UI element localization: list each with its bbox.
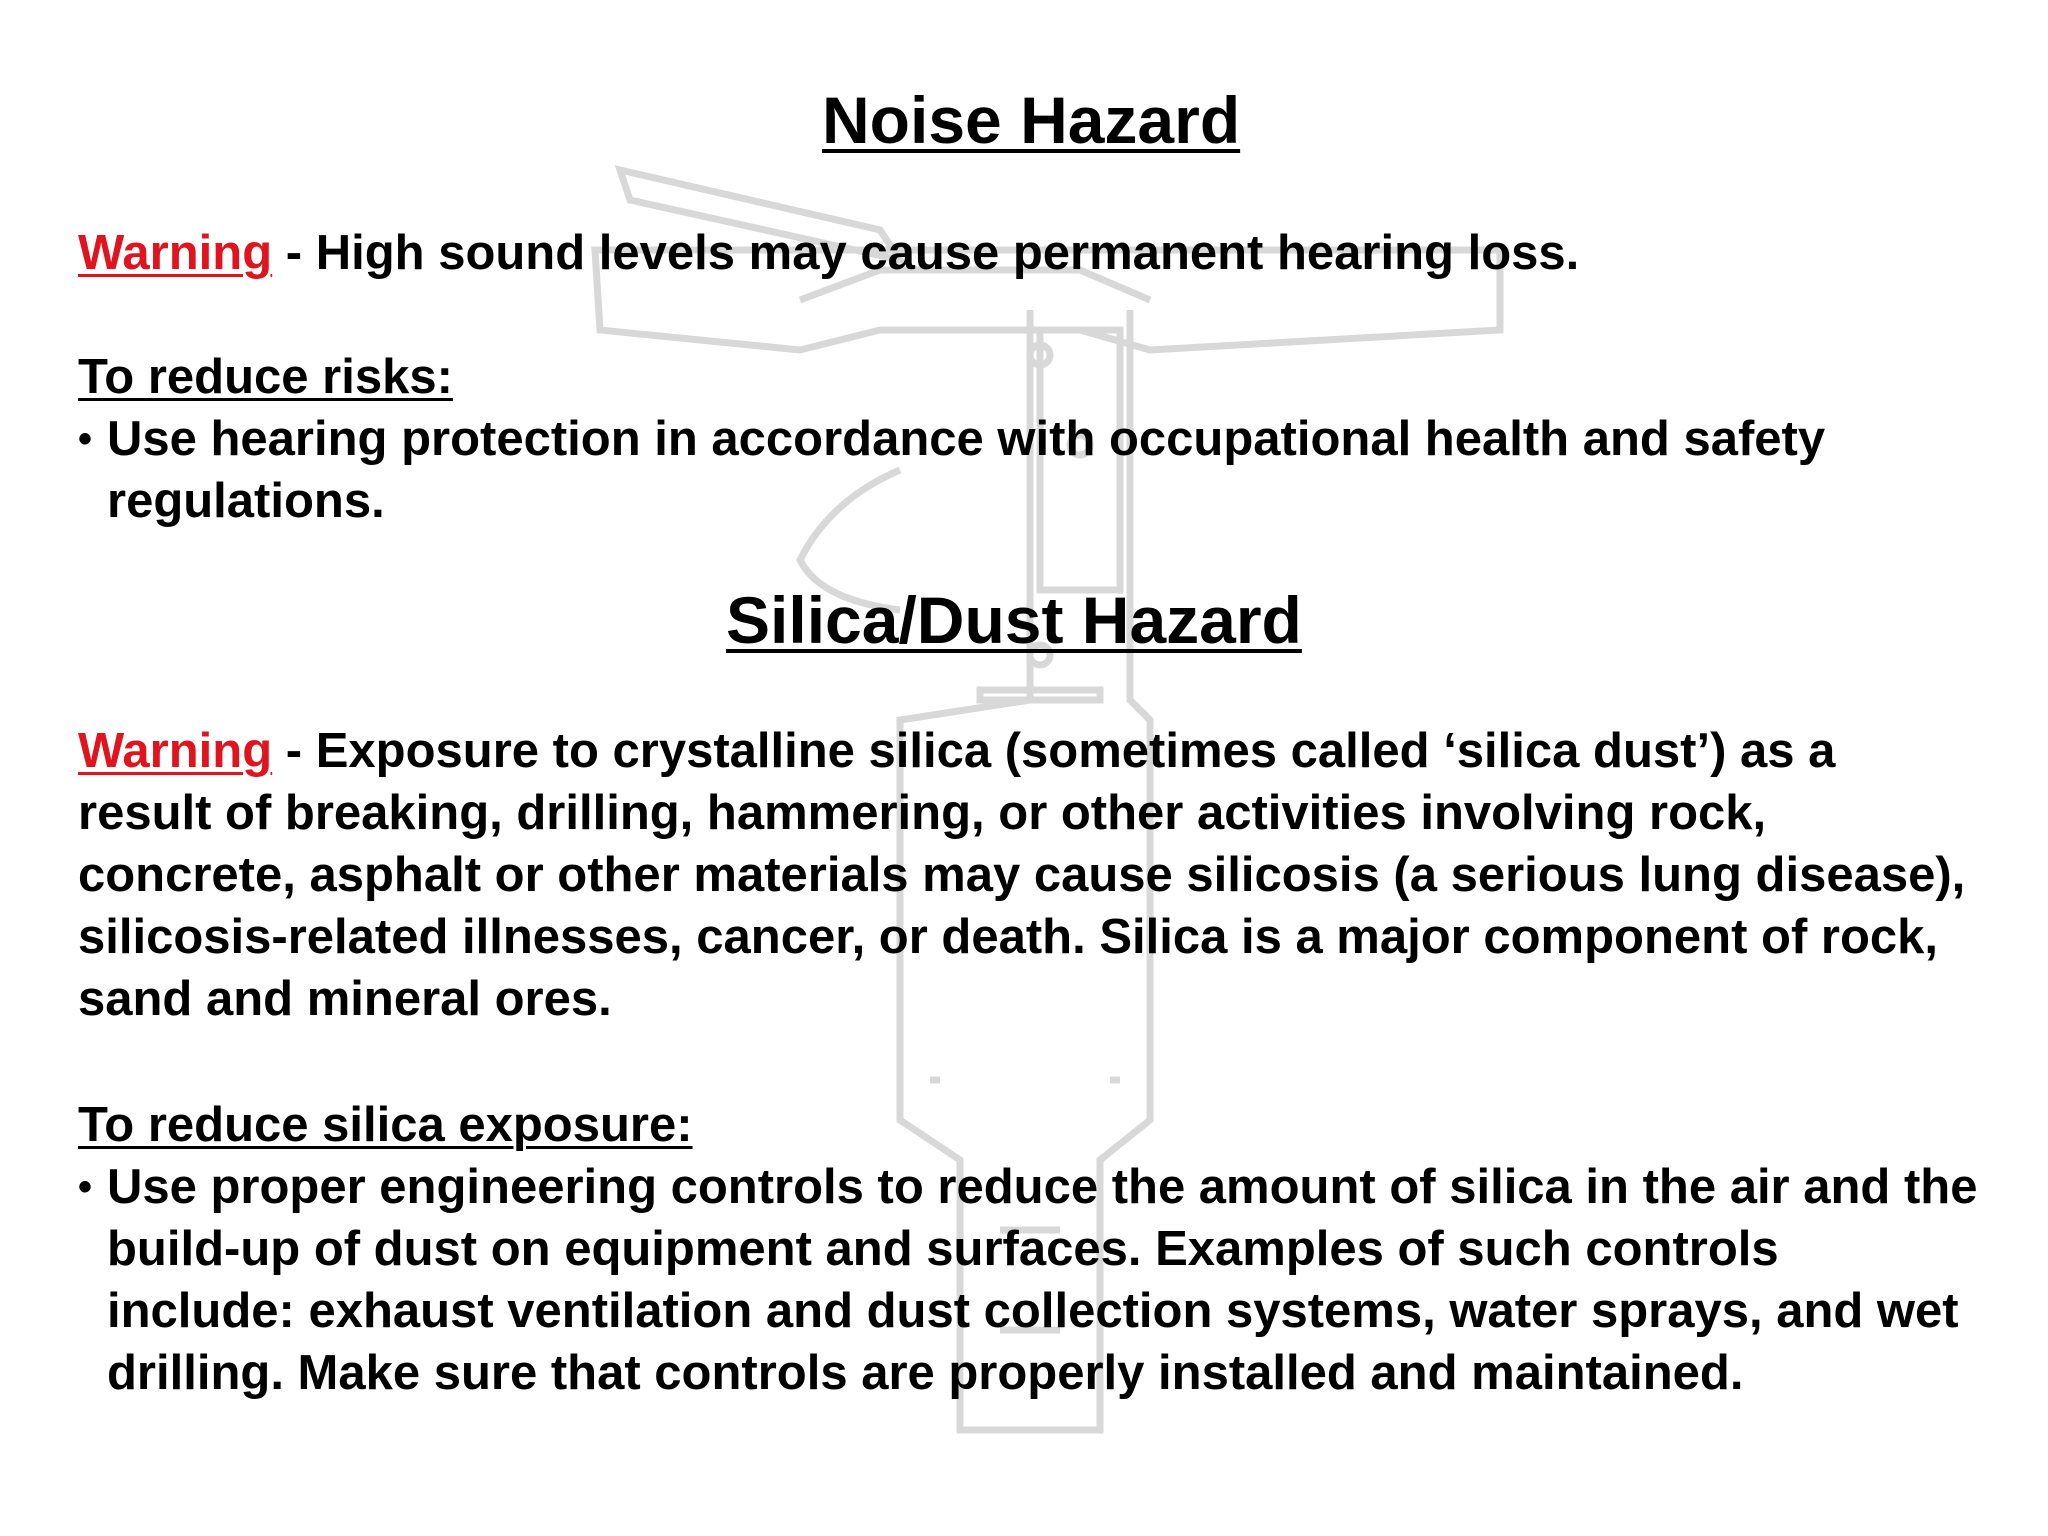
bullet-icon: •	[78, 1165, 93, 1209]
silica-warning	[78, 720, 1978, 1030]
noise-reduce-heading: To reduce risks:	[78, 350, 453, 404]
noise-bullet-item	[78, 408, 1968, 532]
noise-warning-text: - High sound levels may cause permanent hearing loss.	[272, 226, 1580, 280]
silica-reduce-heading: To reduce silica exposure:	[78, 1098, 693, 1152]
noise-warning	[78, 222, 1579, 284]
silica-bullet-item	[78, 1156, 1978, 1404]
noise-hazard-title: Noise Hazard	[822, 83, 1241, 157]
noise-bullet-text: Use hearing protection in accordance with occupational health and safety regulations.	[107, 412, 1826, 528]
bullet-icon: •	[78, 417, 93, 461]
silica-hazard-title: Silica/Dust Hazard	[726, 583, 1302, 657]
silica-bullet-text: Use proper engineering controls to reduce the amount of silica in the air and the build-up of dust on equipment and surfaces. Examples of such controls include: exhaust ventilation and dust collection systems, water sprays, and wet drilling. Make sure that controls are properly installed and maintained.	[107, 1160, 1978, 1400]
silica-warning-text: - Exposure to crystalline silica (sometimes called ‘silica dust’) as a result of breaking, drilling, hammering, or other activities involving rock, concrete, asphalt or other materials may cause silicosis (a serious lung disease), silicosis-related illnesses, cancer, or death. Silica is a major component of rock, sand and mineral ores.	[78, 724, 1966, 1026]
noise-warning-label: Warning	[78, 226, 273, 280]
silica-warning-label: Warning	[78, 724, 273, 778]
